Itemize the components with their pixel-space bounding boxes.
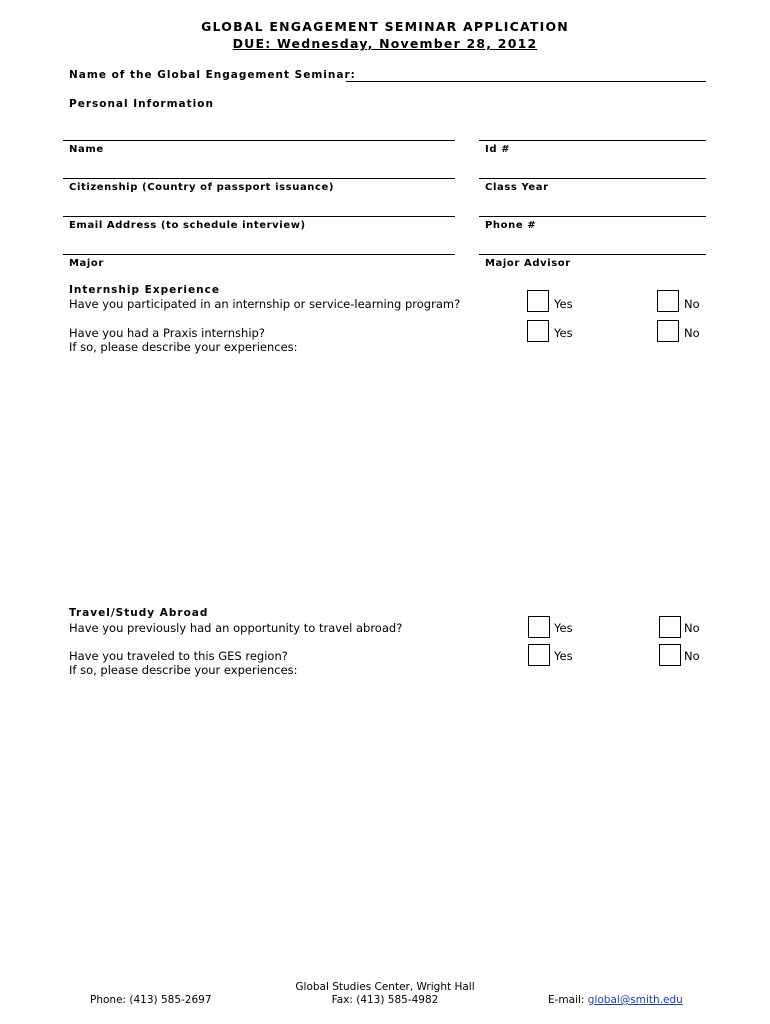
citizenship-line[interactable] bbox=[63, 178, 455, 179]
region-no-label: No bbox=[684, 649, 700, 663]
footer-address: Global Studies Center, Wright Hall bbox=[295, 981, 475, 993]
travel-abroad-question: Have you previously had an opportunity to travel abroad? bbox=[69, 621, 403, 635]
footer-email bbox=[548, 994, 683, 1006]
travel-yes-checkbox[interactable] bbox=[528, 616, 550, 638]
personal-info-heading: Personal Information bbox=[69, 98, 214, 110]
region-yes-checkbox[interactable] bbox=[528, 644, 550, 666]
travel-describe-prompt: If so, please describe your experiences: bbox=[69, 663, 298, 677]
ges-region-question: Have you traveled to this GES region? bbox=[69, 649, 288, 663]
internship-question: Have you participated in an internship or service-learning program? bbox=[69, 297, 461, 311]
footer-phone: Phone: (413) 585-2697 bbox=[90, 994, 212, 1006]
phone-line[interactable] bbox=[479, 216, 706, 217]
praxis-yes-checkbox[interactable] bbox=[527, 320, 549, 342]
email-line[interactable] bbox=[63, 216, 455, 217]
praxis-no-label: No bbox=[684, 326, 700, 340]
major-line[interactable] bbox=[63, 254, 455, 255]
travel-heading: Travel/Study Abroad bbox=[69, 607, 209, 619]
name-line[interactable] bbox=[63, 140, 455, 141]
major-advisor-label: Major Advisor bbox=[485, 258, 571, 269]
region-yes-label: Yes bbox=[554, 649, 573, 663]
internship-no-checkbox[interactable] bbox=[657, 290, 679, 312]
region-no-checkbox[interactable] bbox=[659, 644, 681, 666]
citizenship-label: Citizenship (Country of passport issuance) bbox=[69, 182, 335, 193]
internship-yes-label: Yes bbox=[554, 297, 573, 311]
travel-description-area[interactable] bbox=[69, 684, 706, 964]
praxis-question: Have you had a Praxis internship? bbox=[69, 326, 265, 340]
form-title: GLOBAL ENGAGEMENT SEMINAR APPLICATION bbox=[201, 19, 569, 34]
travel-no-checkbox[interactable] bbox=[659, 616, 681, 638]
travel-yes-label: Yes bbox=[554, 621, 573, 635]
praxis-no-checkbox[interactable] bbox=[657, 320, 679, 342]
seminar-name-label: Name of the Global Engagement Seminar: bbox=[69, 69, 356, 81]
travel-no-label: No bbox=[684, 621, 700, 635]
name-label: Name bbox=[69, 144, 104, 155]
internship-describe-prompt: If so, please describe your experiences: bbox=[69, 340, 298, 354]
id-label: Id # bbox=[485, 144, 511, 155]
email-link[interactable]: global@smith.edu bbox=[587, 994, 683, 1006]
internship-yes-checkbox[interactable] bbox=[527, 290, 549, 312]
footer-email-prefix: E-mail: bbox=[548, 994, 588, 1006]
class-year-label: Class Year bbox=[485, 182, 549, 193]
praxis-yes-label: Yes bbox=[554, 326, 573, 340]
footer-fax: Fax: (413) 585-4982 bbox=[331, 994, 439, 1006]
major-advisor-line[interactable] bbox=[479, 254, 706, 255]
internship-description-area[interactable] bbox=[69, 360, 706, 595]
internship-heading: Internship Experience bbox=[69, 284, 220, 296]
phone-label: Phone # bbox=[485, 220, 537, 231]
email-label: Email Address (to schedule interview) bbox=[69, 220, 306, 231]
seminar-name-line[interactable] bbox=[346, 81, 706, 82]
major-label: Major bbox=[69, 258, 104, 269]
id-line[interactable] bbox=[479, 140, 706, 141]
due-date: DUE: Wednesday, November 28, 2012 bbox=[232, 36, 538, 51]
class-year-line[interactable] bbox=[479, 178, 706, 179]
internship-no-label: No bbox=[684, 297, 700, 311]
